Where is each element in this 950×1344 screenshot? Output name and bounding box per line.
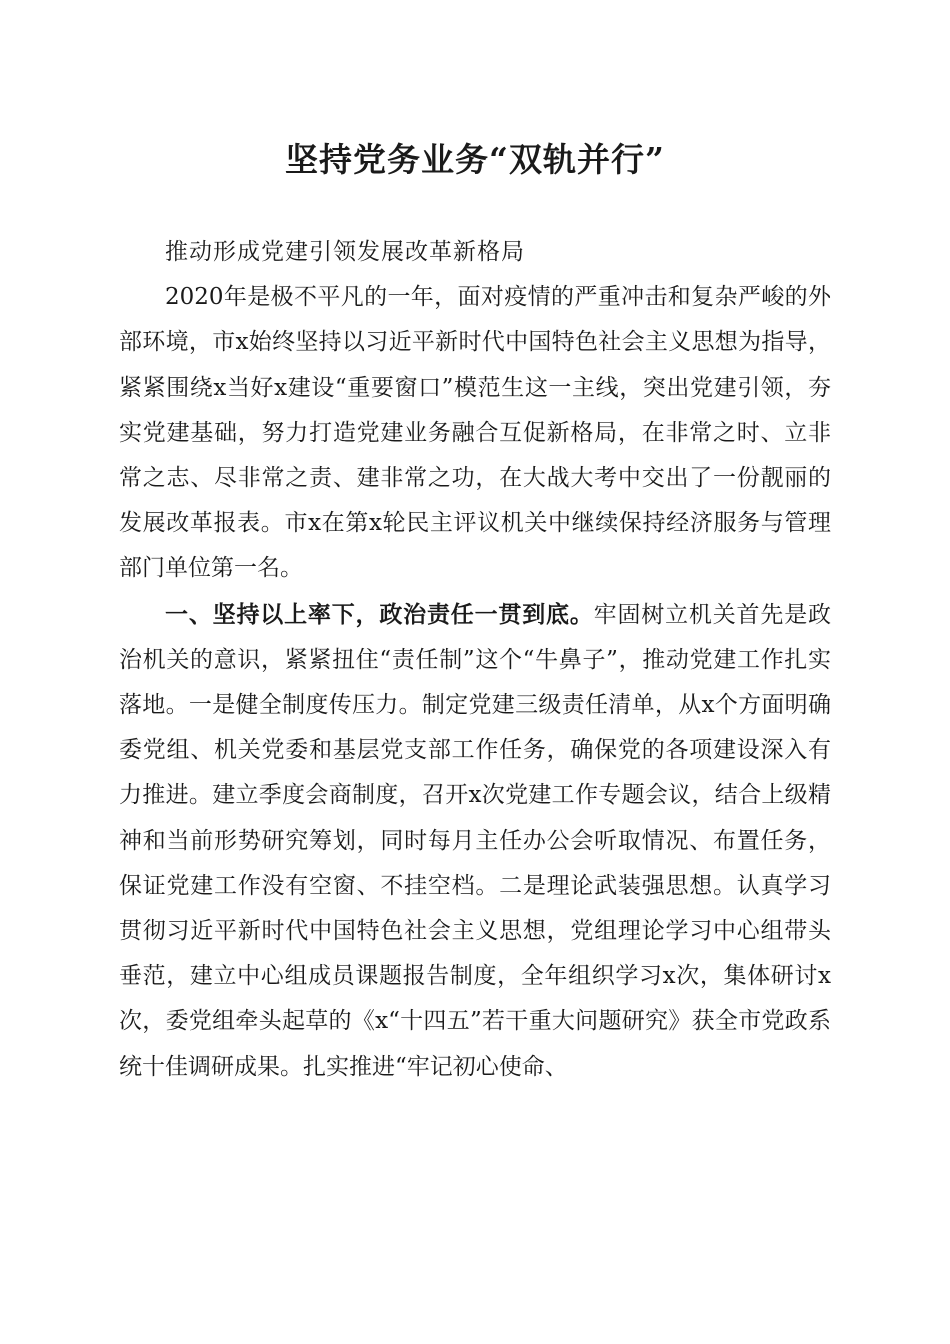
section-1-paragraph — [119, 592, 831, 1090]
document-title: 坚持党务业务“双轨并行” — [285, 140, 665, 179]
section-1-heading: 一、坚持以上率下，政治责任一贯到底。 — [165, 600, 594, 628]
section-1-text: 牢固树立机关首先是政治机关的意识，紧紧扭住“责任制”这个“牛鼻子”，推动党建工作扎实落地。一是健全制度传压力。制定党建三级责任清单，从x个方面明确委党组、机关党委和基层党支部工作任务，确保党的各项建设深入有力推进。建立季度会商制度，召开x次党建工作专题会议，结合上级精神和当前形势研究筹划，同时每月主任办公会听取情况、布置任务，保证党建工作没有空窗、不挂空档。二是理论武装强思想。认真学习贯彻习近平新时代中国特色社会主义思想，党组理论学习中心组带头垂范，建立中心组成员课题报告制度，全年组织学习x次，集体研讨x次，委党组牵头起草的《x“十四五”若干重大问题研究》获全市党政系统十佳调研成果。扎实推进“牢记初心使命、 — [119, 601, 832, 1080]
document-subtitle: 推动形成党建引领发展改革新格局 — [165, 239, 525, 265]
intro-paragraph: 2020年是极不平凡的一年，面对疫情的严重冲击和复杂严峻的外部环境，市x始终坚持以习近平新时代中国特色社会主义思想为指导，紧紧围绕x当好x建设“重要窗口”模范生这一主线，突出党建引领，夯实党建基础，努力打造党建业务融合互促新格局，在非常之时、立非常之志、尽非常之责、建非常之功，在大战大考中交出了一份靓丽的发展改革报表。市x在第x轮民主评议机关中继续保持经济服务与管理部门单位第一名。 — [119, 284, 831, 582]
document-body — [119, 230, 831, 1090]
